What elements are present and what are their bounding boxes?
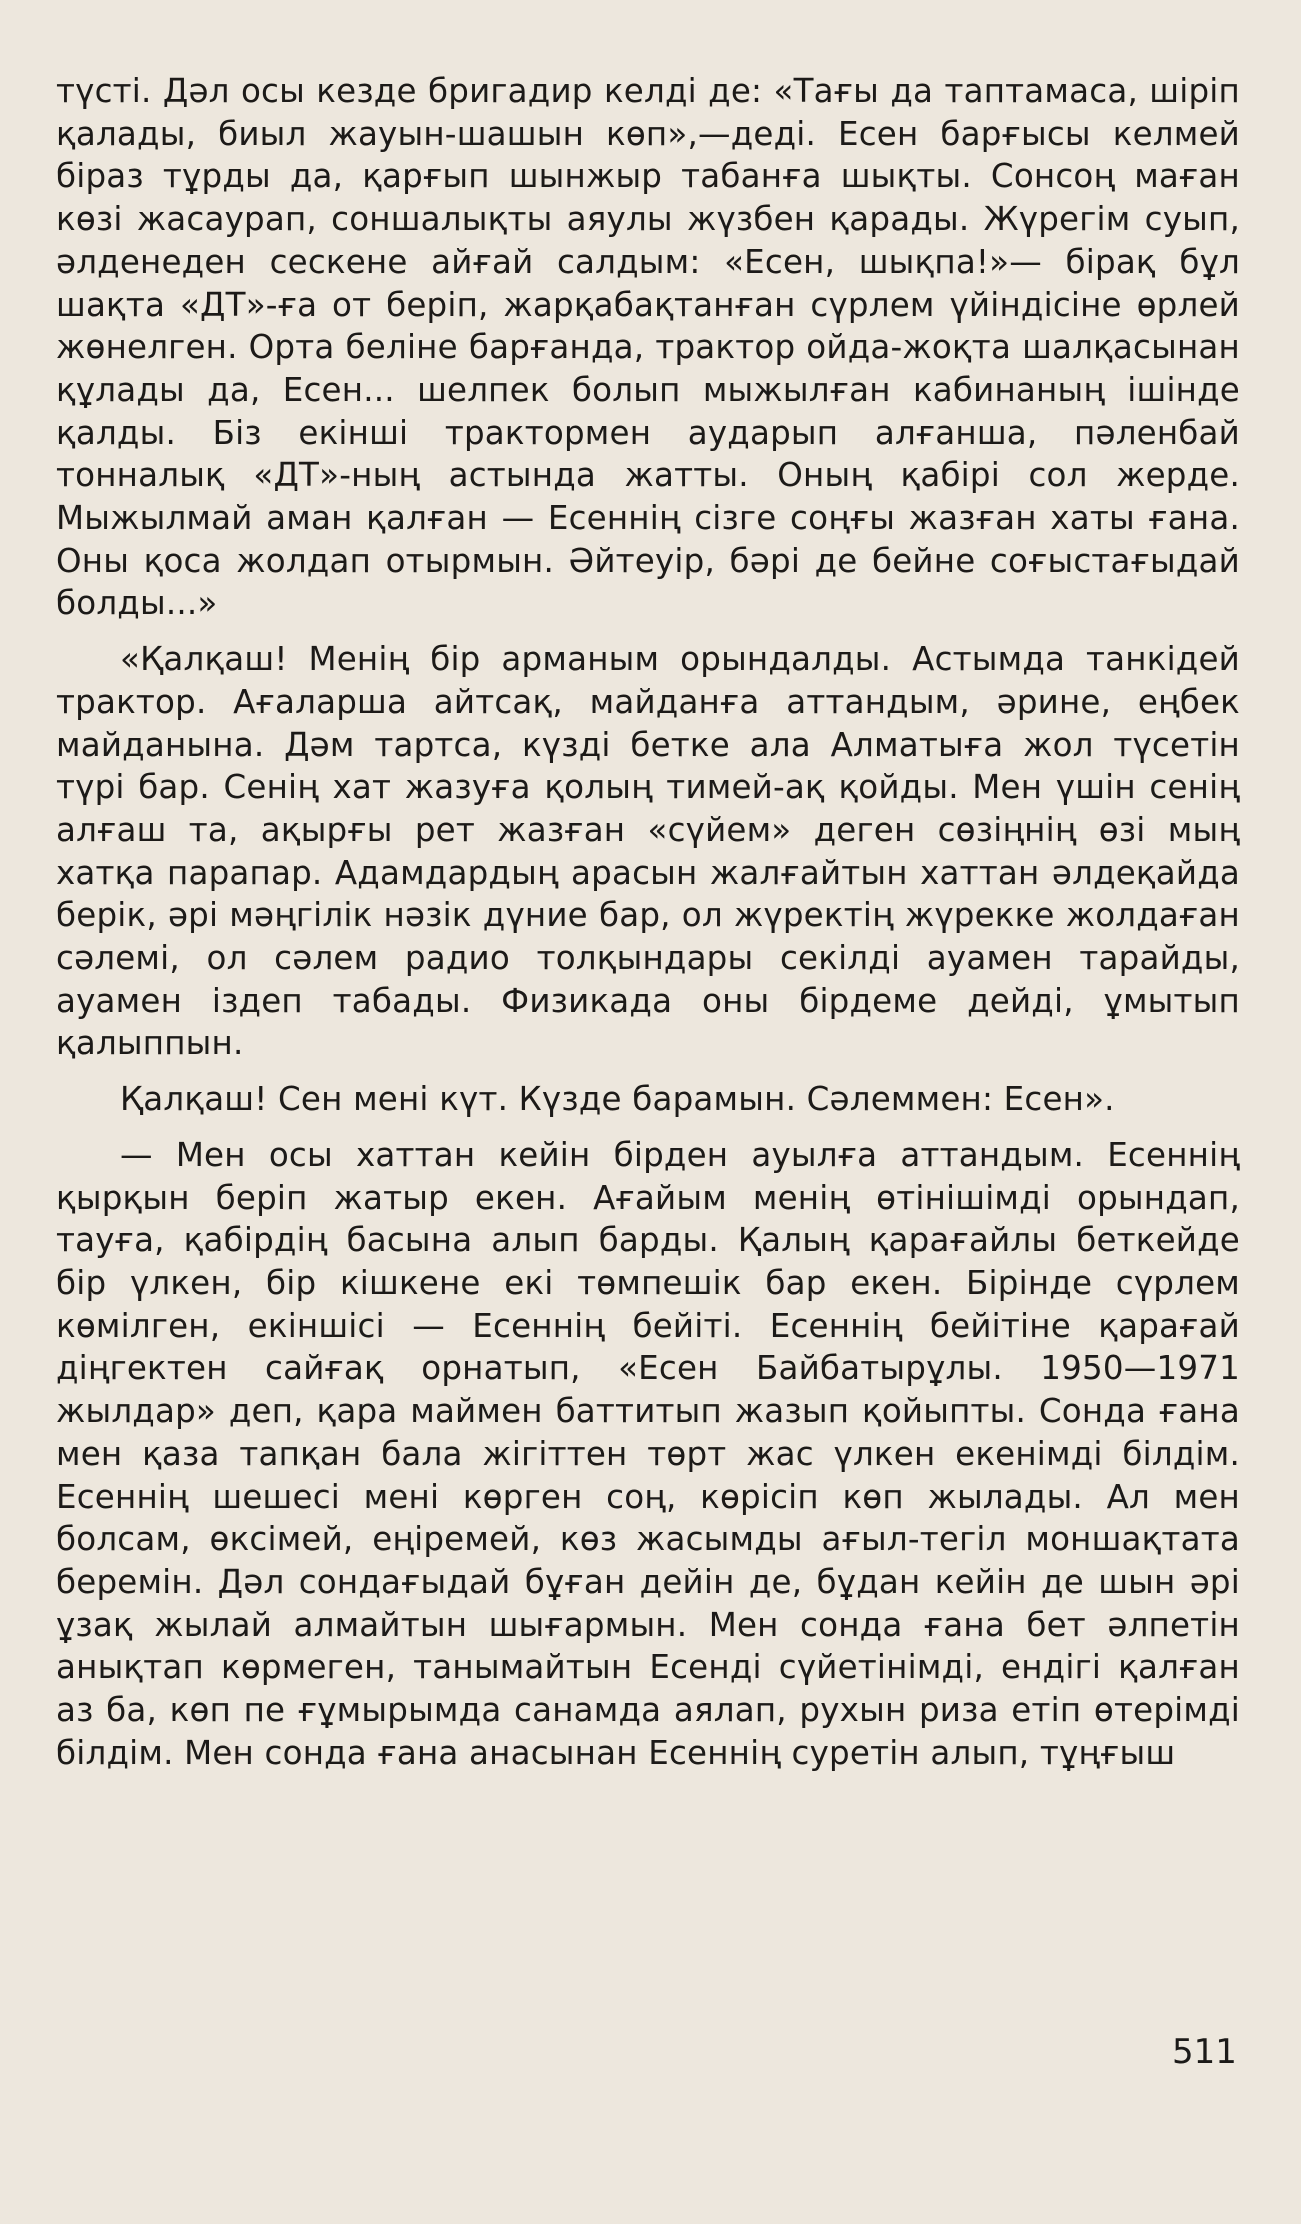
paragraph-narration: — Мен осы хаттан кейін бірден ауылға аттандым. Есеннің қырқын беріп жатыр екен. Ағайым менің өтінішімді орындап, тауға, қабірдің басына алып барды. Қалың қарағайлы беткейде бір үлкен, бір кішкене екі төмпешік бар екен. Бірінде сүрлем көмілген, екіншісі — Есеннің бейіті. Есеннің бейітіне қарағай діңгектен сайғақ орнатып, «Есен Байбатырұлы. 1950—1971 жылдар» деп, қара маймен баттитып жазып қойыпты. Сонда ғана мен қаза тапқан бала жігіттен төрт жас үлкен екенімді білдім. Есеннің шешесі мені көрген соң, көрісіп көп жылады. Ал мен болсам, өксімей, еңіремей, көз жасымды ағыл-тегіл моншақтата беремін. Дәл сондағыдай бұған дейін де, бұдан кейін де шын әрі ұзақ жылай алмайтын шығармын. Мен сонда ғана бет әлпетін анықтап көрмеген, танымайтын Есенді сүйетінімді, ендігі қалған аз ба, көп пе ғұмырымда санамда аялап, рухын риза етіп өтерімді білдім. Мен сонда ғана анасынан Есеннің суретін алып, тұңғыш (56, 1135, 1240, 1772)
page-body-text (56, 70, 1240, 1787)
paragraph-esen-letter: «Қалқаш! Менің бір арманым орындалды. Астымда танкідей трактор. Ағаларша айтсақ, майданға аттандым, әрине, еңбек майданына. Дәм тартса, күзді бетке ала Алматыға жол түсетін түрі бар. Сенің хат жазуға қолың тимей-ақ қойды. Мен үшін сенің алғаш та, ақырғы рет жазған «сүйем» деген сөзіңнің өзі мың хатқа парапар. Адамдардың арасын жалғайтын хаттан әлдеқайда берік, әрі мәңгілік нәзік дүние бар, ол жүректің жүрекке жолдаған сәлемі, ол сәлем радио толқындары секілді ауамен тарайды, ауамен іздеп табады. Физикада оны бірдеме дейді, ұмытып қалыппын. (56, 640, 1240, 1063)
paragraph-letter-closing: Қалқаш! Сен мені күт. Күзде барамын. Сәлеммен: Есен». (120, 1080, 1115, 1119)
page-number: 511 (1172, 2032, 1237, 2072)
paragraph-story-letter-end: түсті. Дәл осы кезде бригадир келді де: «Тағы да таптамаса, шіріп қалады, биыл жауын-шашын көп»,—деді. Есен барғысы келмей біраз тұрды да, қарғып шынжыр табанға шықты. Сонсоң маған көзі жасаурап, соншалықты аяулы жүзбен қарады. Жүрегім суып, әлденеден сескене айғай салдым: «Есен, шықпа!»— бірақ бұл шақта «ДТ»-ға от беріп, жарқабақтанған сүрлем үйіндісіне өрлей жөнелген. Орта беліне барғанда, трактор ойда-жоқта шалқасынан құлады да, Есен... шелпек болып мыжылған кабинаның ішінде қалды. Біз екінші трактормен аударып алғанша, пәленбай тонналық «ДТ»-ның астында жатты. Оның қабірі сол жерде. Мыжылмай аман қалған — Есеннің сізге соңғы жазған хаты ғана. Оны қоса жолдап отырмын. Әйтеуір, бәрі де бейне соғыстағыдай болды...» (56, 72, 1240, 623)
